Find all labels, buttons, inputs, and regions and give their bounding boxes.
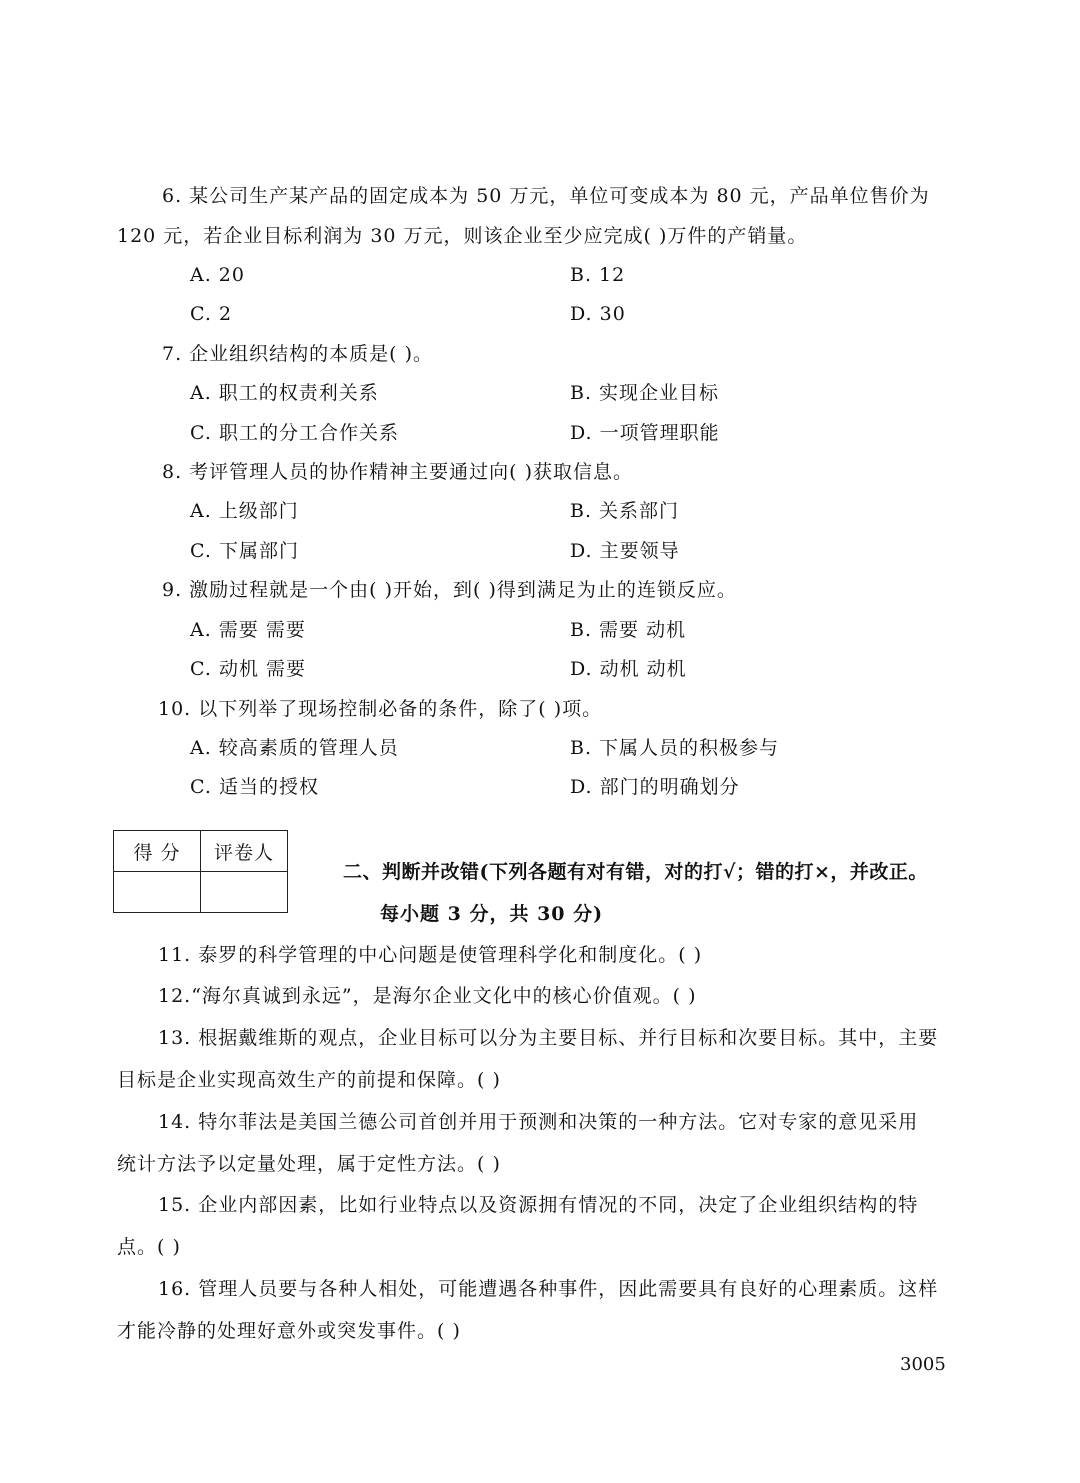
- question-9-option-a: A. 需要 需要: [190, 619, 306, 641]
- page-number: 3005: [900, 1354, 946, 1375]
- question-6-option-b: B. 12: [570, 264, 626, 286]
- question-9-line1: 9. 激励过程就是一个由( )开始，到( )得到满足为止的连锁反应。: [162, 579, 737, 601]
- question-8-option-d: D. 主要领导: [570, 540, 680, 562]
- question-7-line1: 7. 企业组织结构的本质是( )。: [162, 343, 434, 365]
- question-9-option-b: B. 需要 动机: [570, 619, 687, 641]
- grader-cell: [201, 872, 288, 913]
- score-cell: [114, 872, 201, 913]
- question-6-line2: 120 元，若企业目标利润为 30 万元，则该企业至少应完成( )万件的产销量。: [117, 225, 808, 247]
- question-16-line1: 16. 管理人员要与各种人相处，可能遭遇各种事件，因此需要具有良好的心理素质。这样: [158, 1278, 939, 1300]
- question-12: 12.“海尔真诚到永远”，是海尔企业文化中的核心价值观。( ): [158, 985, 697, 1007]
- question-7-option-b: B. 实现企业目标: [570, 382, 720, 404]
- question-6-option-d: D. 30: [570, 303, 626, 325]
- question-9-option-c: C. 动机 需要: [190, 658, 306, 680]
- score-box: [113, 830, 288, 913]
- question-6-option-a: A. 20: [190, 264, 245, 286]
- question-6-line1: 6. 某公司生产某产品的固定成本为 50 万元，单位可变成本为 80 元，产品单位售价为: [162, 185, 930, 207]
- question-9-option-d: D. 动机 动机: [570, 658, 687, 680]
- question-14-line2: 统计方法予以定量处理，属于定性方法。( ): [117, 1153, 501, 1175]
- question-6-option-c: C. 2: [190, 303, 233, 325]
- question-8-line1: 8. 考评管理人员的协作精神主要通过向( )获取信息。: [162, 461, 634, 483]
- question-7-option-a: A. 职工的权责利关系: [190, 382, 379, 404]
- question-10-line1: 10. 以下列举了现场控制必备的条件，除了( )项。: [158, 698, 603, 720]
- question-13-line1: 13. 根据戴维斯的观点，企业目标可以分为主要目标、并行目标和次要目标。其中，主要: [158, 1027, 939, 1049]
- question-8-option-c: C. 下属部门: [190, 540, 299, 562]
- question-7-option-d: D. 一项管理职能: [570, 422, 720, 444]
- question-10-option-b: B. 下属人员的积极参与: [570, 737, 780, 759]
- section2-heading-line2: 每小题 3 分，共 30 分): [380, 903, 604, 925]
- question-8-option-a: A. 上级部门: [190, 500, 299, 522]
- score-header: 得 分: [114, 831, 201, 872]
- question-16-line2: 才能冷静的处理好意外或突发事件。( ): [117, 1320, 461, 1342]
- section2-heading-line1: 二、判断并改错(下列各题有对有错，对的打√；错的打×，并改正。: [343, 861, 928, 883]
- question-11: 11. 泰罗的科学管理的中心问题是使管理科学化和制度化。( ): [158, 944, 703, 966]
- question-14-line1: 14. 特尔菲法是美国兰德公司首创并用于预测和决策的一种方法。它对专家的意见采用: [158, 1111, 919, 1133]
- question-13-line2: 目标是企业实现高效生产的前提和保障。( ): [117, 1069, 501, 1091]
- question-10-option-c: C. 适当的授权: [190, 776, 319, 798]
- question-10-option-a: A. 较高素质的管理人员: [190, 737, 399, 759]
- question-15-line1: 15. 企业内部因素，比如行业特点以及资源拥有情况的不同，决定了企业组织结构的特: [158, 1194, 919, 1216]
- grader-header: 评卷人: [201, 831, 288, 872]
- question-15-line2: 点。( ): [117, 1236, 181, 1258]
- question-10-option-d: D. 部门的明确划分: [570, 776, 740, 798]
- question-8-option-b: B. 关系部门: [570, 500, 680, 522]
- question-7-option-c: C. 职工的分工合作关系: [190, 422, 399, 444]
